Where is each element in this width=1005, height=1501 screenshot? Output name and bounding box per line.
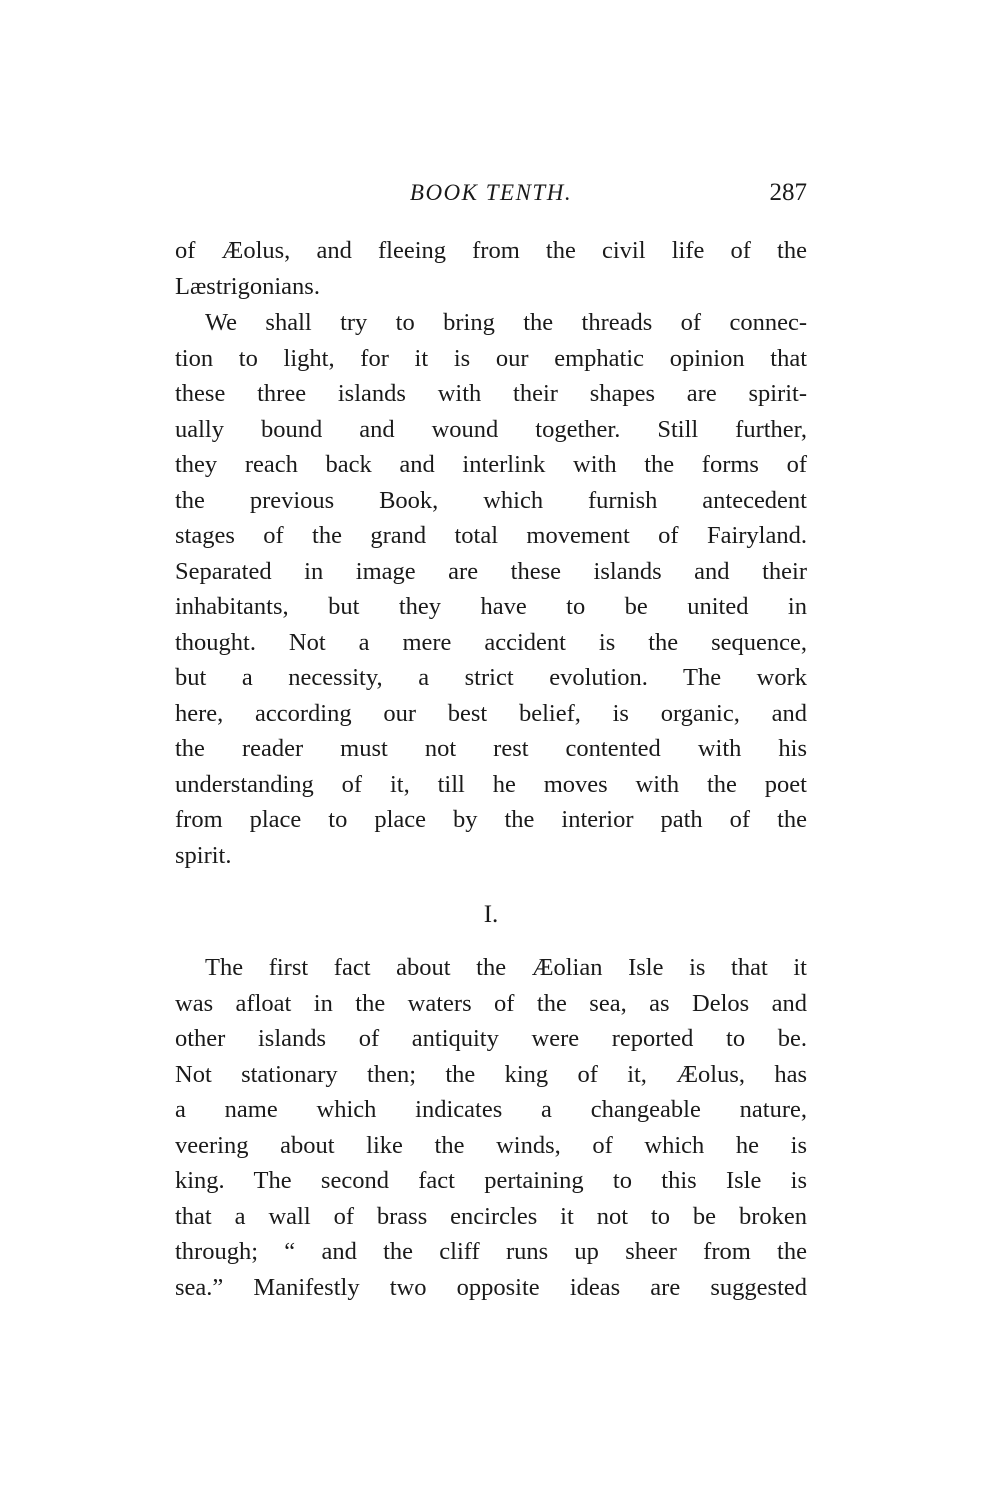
text-line: tion to light, for it is our emphatic opinion that bbox=[175, 344, 807, 372]
text-line: The first fact about the Æolian Isle is that it bbox=[205, 954, 807, 981]
text-line: from place to place by the interior path of the bbox=[175, 806, 807, 833]
text-line: the reader must not rest contented with his bbox=[175, 735, 807, 762]
paragraph-aeolian-isle bbox=[175, 950, 807, 1305]
text-line: other islands of antiquity were reported to be. bbox=[175, 1025, 807, 1052]
text-line: was afloat in the waters of the sea, as Delos and bbox=[175, 989, 807, 1017]
text-line: stages of the grand total movement of Fairyland. bbox=[175, 522, 807, 549]
paragraph-continuation bbox=[175, 233, 807, 304]
text-line: sea.” Manifestly two opposite ideas are suggested bbox=[175, 1273, 807, 1301]
text-line: thought. Not a mere accident is the sequence, bbox=[175, 628, 807, 656]
text-line: these three islands with their shapes are spirit- bbox=[175, 380, 807, 407]
text-line: spirit. bbox=[175, 841, 232, 869]
text-line: veering about like the winds, of which he is bbox=[175, 1131, 807, 1159]
text-line: We shall try to bring the threads of connec- bbox=[205, 309, 807, 336]
page-number: 287 bbox=[769, 179, 807, 206]
text-line: king. The second fact pertaining to this Isle is bbox=[175, 1167, 807, 1194]
text-line: a name which indicates a changeable nature, bbox=[175, 1096, 807, 1123]
text-line: of Æolus, and fleeing from the civil life of the bbox=[175, 237, 807, 264]
text-line: they reach back and interlink with the forms of bbox=[175, 451, 807, 478]
text-line: through; “ and the cliff runs up sheer from the bbox=[175, 1238, 807, 1265]
text-line: Læstrigonians. bbox=[175, 272, 320, 300]
text-line: inhabitants, but they have to be united in bbox=[175, 593, 807, 620]
text-line: here, according our best belief, is organic, and bbox=[175, 699, 807, 727]
text-line: Separated in image are these islands and their bbox=[175, 557, 807, 585]
text-line: that a wall of brass encircles it not to be broken bbox=[175, 1202, 807, 1230]
paragraph-threads-of-connection bbox=[175, 305, 807, 873]
running-head bbox=[175, 176, 807, 210]
running-title: BOOK TENTH. bbox=[409, 180, 573, 205]
section-heading: I. bbox=[483, 901, 499, 928]
text-line: understanding of it, till he moves with the poet bbox=[175, 770, 807, 798]
text-line: the previous Book, which furnish antecedent bbox=[175, 486, 807, 514]
text-line: ually bound and wound together. Still further, bbox=[175, 415, 807, 443]
text-line: but a necessity, a strict evolution. The work bbox=[175, 664, 807, 691]
text-line: Not stationary then; the king of it, Æolus, has bbox=[175, 1060, 807, 1088]
